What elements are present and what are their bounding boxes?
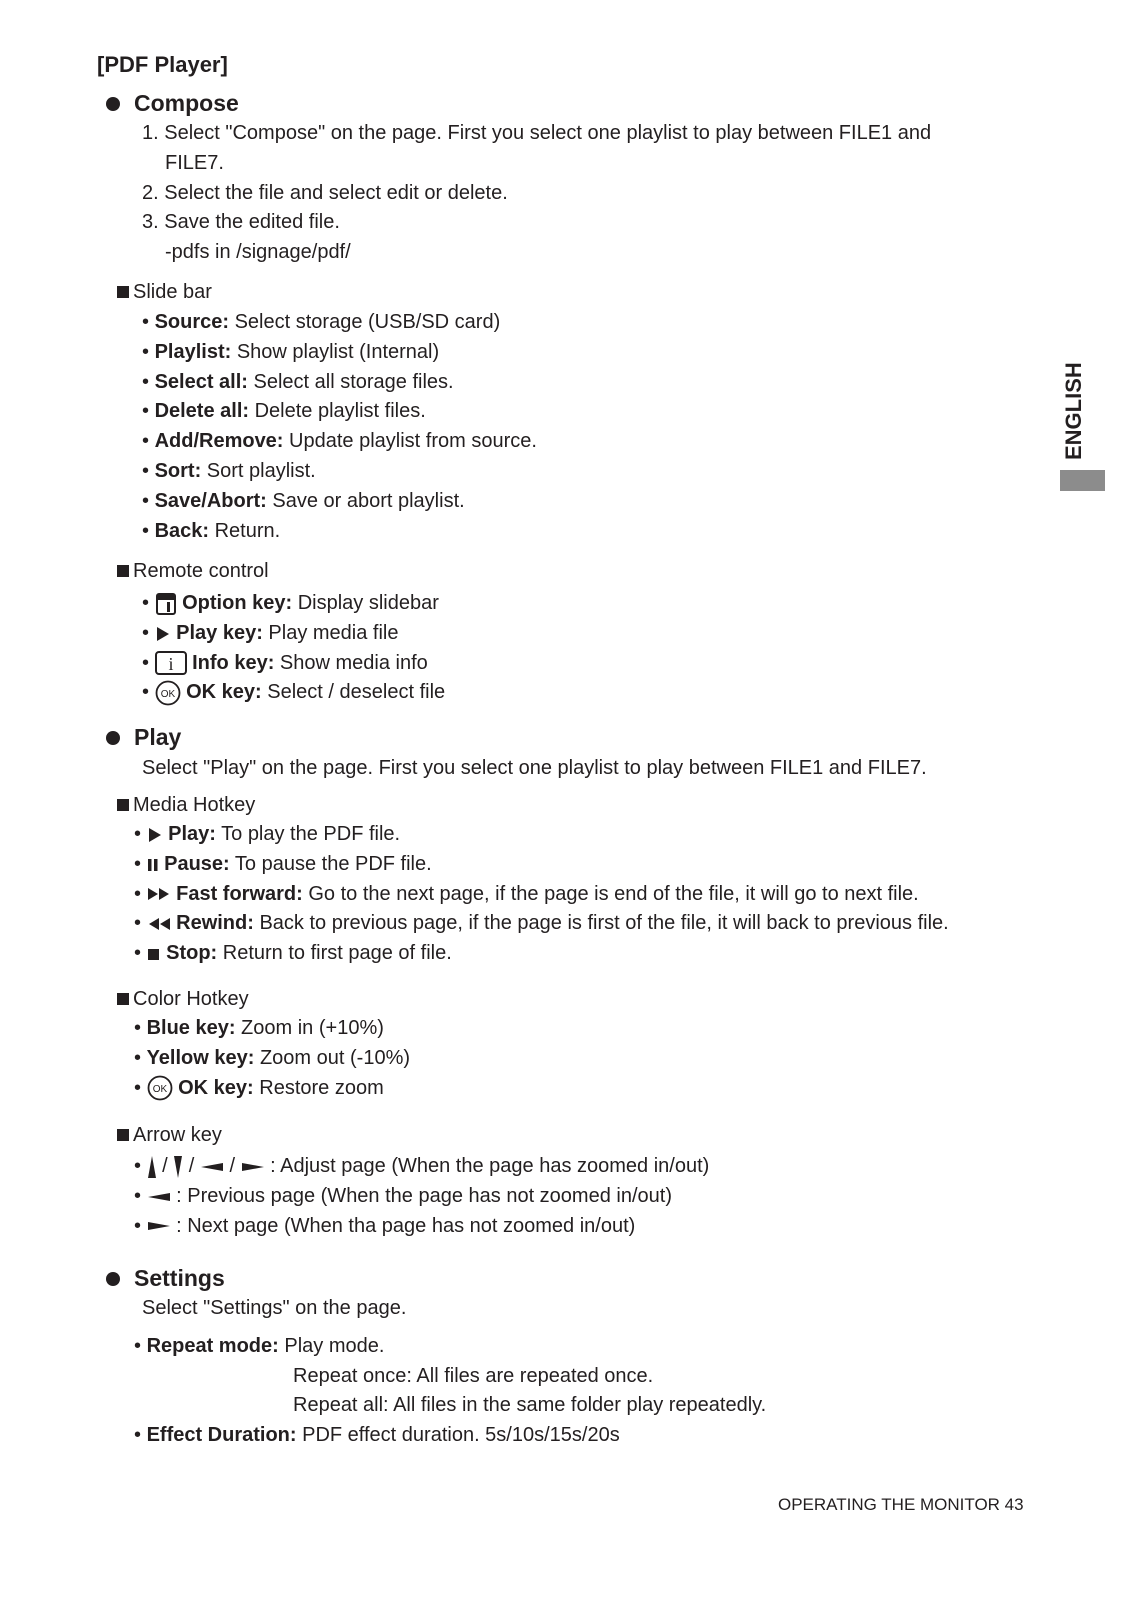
list-item: • OK OK key: Restore zoom xyxy=(134,1074,410,1106)
page-title: [PDF Player] xyxy=(97,52,228,77)
left-arrow-icon xyxy=(147,1192,171,1202)
language-tab: ENGLISH xyxy=(1061,362,1086,460)
list-item: • Playlist: Show playlist (Internal) xyxy=(142,340,440,363)
list-item: • Back: Return. xyxy=(142,519,281,542)
square-bullet-icon xyxy=(117,286,129,298)
ok-key-icon xyxy=(147,1075,173,1101)
list-item: 2. Select the file and select edit or delete. xyxy=(142,181,508,204)
slide-bar-list xyxy=(142,308,537,546)
list-item: • Select all: Select all storage files. xyxy=(142,370,454,393)
fast-forward-icon xyxy=(147,886,171,902)
color-hotkey-list xyxy=(134,1014,410,1106)
list-item: • Option key: Display slidebar xyxy=(142,592,439,614)
play-intro: Select "Play" on the page. First you select one playlist to play between FILE1 and FILE7. xyxy=(142,757,927,779)
repeat-once-line: Repeat once: All files are repeated once. xyxy=(293,1365,654,1387)
info-key-icon xyxy=(155,651,187,675)
settings-intro: Select "Settings" on the page. xyxy=(142,1297,407,1319)
remote-control-list xyxy=(142,589,445,708)
ok-key-icon xyxy=(155,680,181,706)
list-item: • OK OK key: Select / deselect file xyxy=(142,678,445,708)
square-bullet-icon xyxy=(117,993,129,1005)
list-item: 3. Save the edited file. xyxy=(142,211,340,234)
list-item: • Sort: Sort playlist. xyxy=(142,459,316,482)
list-item: • Play: To play the PDF file. xyxy=(134,823,401,845)
option-key-icon xyxy=(155,592,177,616)
list-item: FILE7. xyxy=(165,151,224,174)
media-hotkey-list xyxy=(134,820,949,969)
list-item: -pdfs in /signage/pdf/ xyxy=(165,241,351,264)
list-item: • Stop: Return to first page of file. xyxy=(134,942,452,965)
bullet-dot-icon xyxy=(106,97,120,111)
list-item: • Save/Abort: Save or abort playlist. xyxy=(142,489,465,512)
play-icon xyxy=(147,827,163,843)
remote-control-heading: Remote control xyxy=(117,557,269,587)
repeat-all-line: Repeat all: All files in the same folder play repeatedly. xyxy=(293,1394,767,1416)
arrow-key-list xyxy=(134,1152,709,1241)
square-bullet-icon xyxy=(117,799,129,811)
square-bullet-icon xyxy=(117,1129,129,1141)
list-item: • : Next page (When tha page has not zoomed in/out) xyxy=(134,1214,636,1237)
compose-heading: Compose xyxy=(134,90,239,116)
list-item: • Yellow key: Zoom out (-10%) xyxy=(134,1046,411,1069)
color-hotkey-heading: Color Hotkey xyxy=(117,985,249,1015)
list-item: • Fast forward: Go to the next page, if the page is end of the file, it will go to next file. xyxy=(134,882,919,905)
bullet-dot-icon xyxy=(106,731,120,745)
down-arrow-icon xyxy=(173,1155,183,1179)
play-triangle-icon xyxy=(155,626,171,642)
list-item: • Delete all: Delete playlist files. xyxy=(142,400,426,423)
rewind-icon xyxy=(147,916,171,932)
right-arrow-icon xyxy=(147,1221,171,1231)
right-arrow-icon xyxy=(241,1162,265,1172)
bullet-dot-icon xyxy=(106,1272,120,1286)
svg-text:OK: OK xyxy=(160,689,175,701)
list-item: • Pause: To pause the PDF file. xyxy=(134,852,432,875)
up-arrow-icon xyxy=(147,1155,157,1179)
slide-bar-heading: Slide bar xyxy=(117,278,212,308)
compose-steps xyxy=(142,119,931,268)
arrow-key-heading: Arrow key xyxy=(117,1121,222,1151)
svg-text:i: i xyxy=(168,654,174,675)
left-arrow-icon xyxy=(200,1162,224,1172)
list-item: • Add/Remove: Update playlist from source. xyxy=(142,430,537,453)
play-heading: Play xyxy=(134,724,182,750)
page-footer: OPERATING THE MONITOR 43 xyxy=(778,1495,1024,1514)
repeat-mode-item: • Repeat mode: Play mode. xyxy=(134,1335,385,1357)
list-item: • / / / : Adjust page (When the page has zoomed in/out) xyxy=(134,1155,710,1177)
list-item: • i Info key: Show media info xyxy=(142,651,428,675)
svg-text:OK: OK xyxy=(152,1084,167,1096)
effect-duration-item: • Effect Duration: PDF effect duration. 5s/10s/15s/20s xyxy=(134,1424,620,1446)
list-item: • Rewind: Back to previous page, if the page is first of the file, it will back to previous file. xyxy=(134,912,949,935)
list-item: • : Previous page (When the page has not zoomed in/out) xyxy=(134,1184,672,1207)
stop-icon xyxy=(147,946,161,962)
list-item: 1. Select "Compose" on the page. First you select one playlist to play between FILE1 and xyxy=(142,122,932,144)
media-hotkey-heading: Media Hotkey xyxy=(117,791,255,821)
language-tab-marker xyxy=(1060,470,1105,491)
settings-heading: Settings xyxy=(134,1265,225,1291)
square-bullet-icon xyxy=(117,565,129,577)
list-item: • Blue key: Zoom in (+10%) xyxy=(134,1017,384,1039)
list-item: • Play key: Play media file xyxy=(142,621,399,644)
pause-icon xyxy=(147,857,159,873)
list-item: • Source: Select storage (USB/SD card) xyxy=(142,311,501,333)
